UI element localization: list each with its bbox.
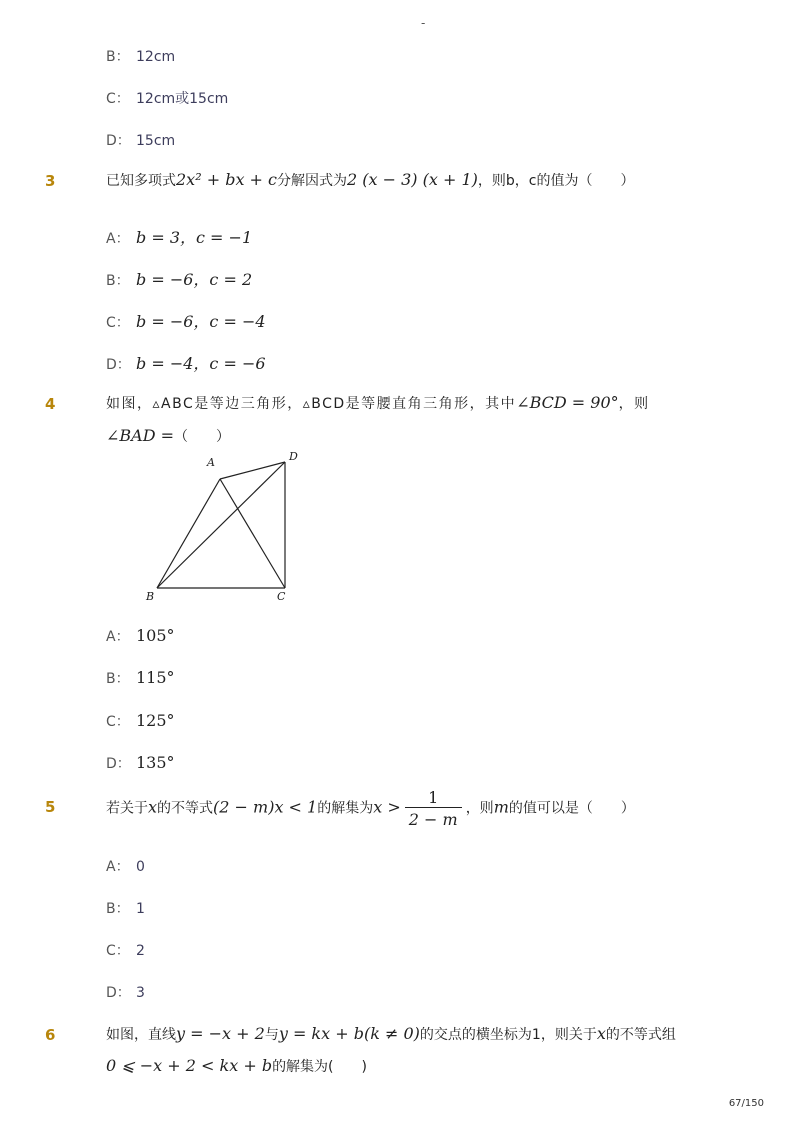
q5-var-m: m — [493, 797, 509, 817]
question-6-line1 — [106, 1024, 676, 1044]
q3-text-before: 已知多项式 — [106, 173, 176, 189]
option-text: 12cm — [136, 49, 176, 65]
label-c: C — [277, 590, 286, 603]
q3-expr-polynomial: 2x² + bx + c — [176, 170, 277, 189]
q6-line2-end: 的解集为( ) — [272, 1059, 367, 1075]
option-label: A： — [106, 231, 130, 247]
question-5-text — [106, 788, 635, 829]
q3-text-mid: 分解因式为 — [277, 173, 347, 189]
q5-text3: 的解集为 — [317, 800, 374, 817]
q5-var-x: x — [148, 797, 158, 817]
label-b: B — [146, 590, 155, 603]
question-number-5: 5 — [45, 798, 56, 816]
option-label: D： — [106, 985, 131, 1001]
question-4-line2 — [106, 426, 230, 446]
q4-line1-text: 如图，▵ABC是等边三角形，▵BCD是等腰直角三角形，其中 — [106, 396, 517, 412]
option-label: B： — [106, 901, 130, 917]
option-text: 2 — [136, 943, 145, 959]
page-number: 67/150 — [728, 1098, 764, 1109]
q4-line1-end: ，则 — [618, 396, 650, 412]
q4-line2-end: （ ） — [174, 429, 231, 445]
q2-option-d[interactable] — [106, 130, 175, 150]
option-text: b = −6，c = 2 — [136, 270, 253, 289]
q4-option-a[interactable] — [106, 626, 175, 646]
q2-option-b[interactable] — [106, 46, 175, 66]
q5-text4: ，则 — [465, 800, 494, 817]
q6-line1-c: 的交点的横坐标为1，则关于 — [419, 1027, 597, 1043]
q2-option-c[interactable] — [106, 88, 228, 108]
option-text: 105° — [136, 626, 175, 645]
q4-option-d[interactable] — [106, 753, 175, 773]
q5-option-d[interactable] — [106, 982, 145, 1002]
fraction-numerator: 1 — [405, 788, 462, 808]
question-3-text — [106, 170, 634, 190]
option-text: 135° — [136, 753, 175, 772]
q5-option-c[interactable] — [106, 940, 145, 960]
option-label: A： — [106, 629, 130, 645]
q5-option-b[interactable] — [106, 898, 145, 918]
option-label: B： — [106, 49, 130, 65]
q6-var-x: x — [596, 1024, 606, 1043]
q6-line1-a: 如图，直线 — [106, 1027, 176, 1043]
question-4-line1 — [106, 393, 650, 413]
label-d: D — [289, 450, 298, 463]
q4-angle-bad: ∠BAD = — [106, 426, 175, 445]
option-label: C： — [106, 943, 130, 959]
segment-ad — [220, 462, 285, 479]
segment-ab — [157, 479, 220, 588]
option-text: 15cm — [136, 133, 176, 149]
q6-line1-d: 的不等式组 — [605, 1027, 676, 1043]
option-label: B： — [106, 671, 130, 687]
q6-line1-b: 与 — [264, 1027, 279, 1043]
q5-inequality: (2 − m)x < 1 — [213, 797, 318, 817]
q5-option-a[interactable] — [106, 856, 145, 876]
q3-text-after: ，则b，c的值为（ ） — [477, 173, 635, 189]
option-label: C： — [106, 714, 130, 730]
question-6-line2 — [106, 1056, 367, 1076]
q6-inequality-system: 0 ⩽ −x + 2 < kx + b — [106, 1056, 273, 1075]
label-a: A — [207, 456, 215, 469]
q6-line-1: y = −x + 2 — [176, 1024, 265, 1043]
option-text: 3 — [136, 985, 145, 1001]
q4-option-b[interactable] — [106, 668, 175, 688]
option-label: C： — [106, 91, 130, 107]
option-label: D： — [106, 133, 131, 149]
option-text: 1 — [136, 901, 145, 917]
q3-option-c[interactable] — [106, 309, 266, 332]
q3-expr-factored: 2 (x − 3) (x + 1) — [347, 170, 478, 189]
segment-ac — [220, 479, 285, 588]
option-text: b = −6，c = −4 — [136, 312, 266, 331]
q4-option-c[interactable] — [106, 711, 175, 731]
question-number-4: 4 — [45, 395, 56, 413]
option-label: B： — [106, 273, 130, 289]
option-text: 0 — [136, 859, 145, 875]
option-label: D： — [106, 357, 131, 373]
q4-figure-triangles — [140, 448, 310, 606]
q5-x-gt: x > — [373, 797, 401, 817]
q5-text1: 若关于 — [106, 800, 148, 817]
option-text: 115° — [136, 668, 175, 687]
q3-option-b[interactable] — [106, 267, 252, 290]
question-number-6: 6 — [45, 1026, 56, 1044]
option-label: A： — [106, 859, 130, 875]
q4-angle-bcd: ∠BCD = 90° — [516, 393, 619, 412]
option-text: 12cm或15cm — [136, 91, 229, 107]
q3-option-d[interactable] — [106, 351, 266, 374]
header-mark: - — [421, 16, 426, 30]
option-text: b = 3，c = −1 — [136, 228, 253, 247]
q3-option-a[interactable] — [106, 225, 252, 248]
q6-line-2: y = kx + b(k ≠ 0) — [278, 1024, 420, 1043]
fraction-denominator: 2 − m — [408, 810, 458, 829]
option-text: b = −4，c = −6 — [136, 354, 266, 373]
q5-text5: 的值可以是（ ） — [508, 800, 635, 817]
option-label: C： — [106, 315, 130, 331]
q5-text2: 的不等式 — [157, 800, 214, 817]
q5-fraction — [405, 788, 462, 829]
option-text: 125° — [136, 711, 175, 730]
question-number-3: 3 — [45, 172, 56, 190]
option-label: D： — [106, 756, 131, 772]
